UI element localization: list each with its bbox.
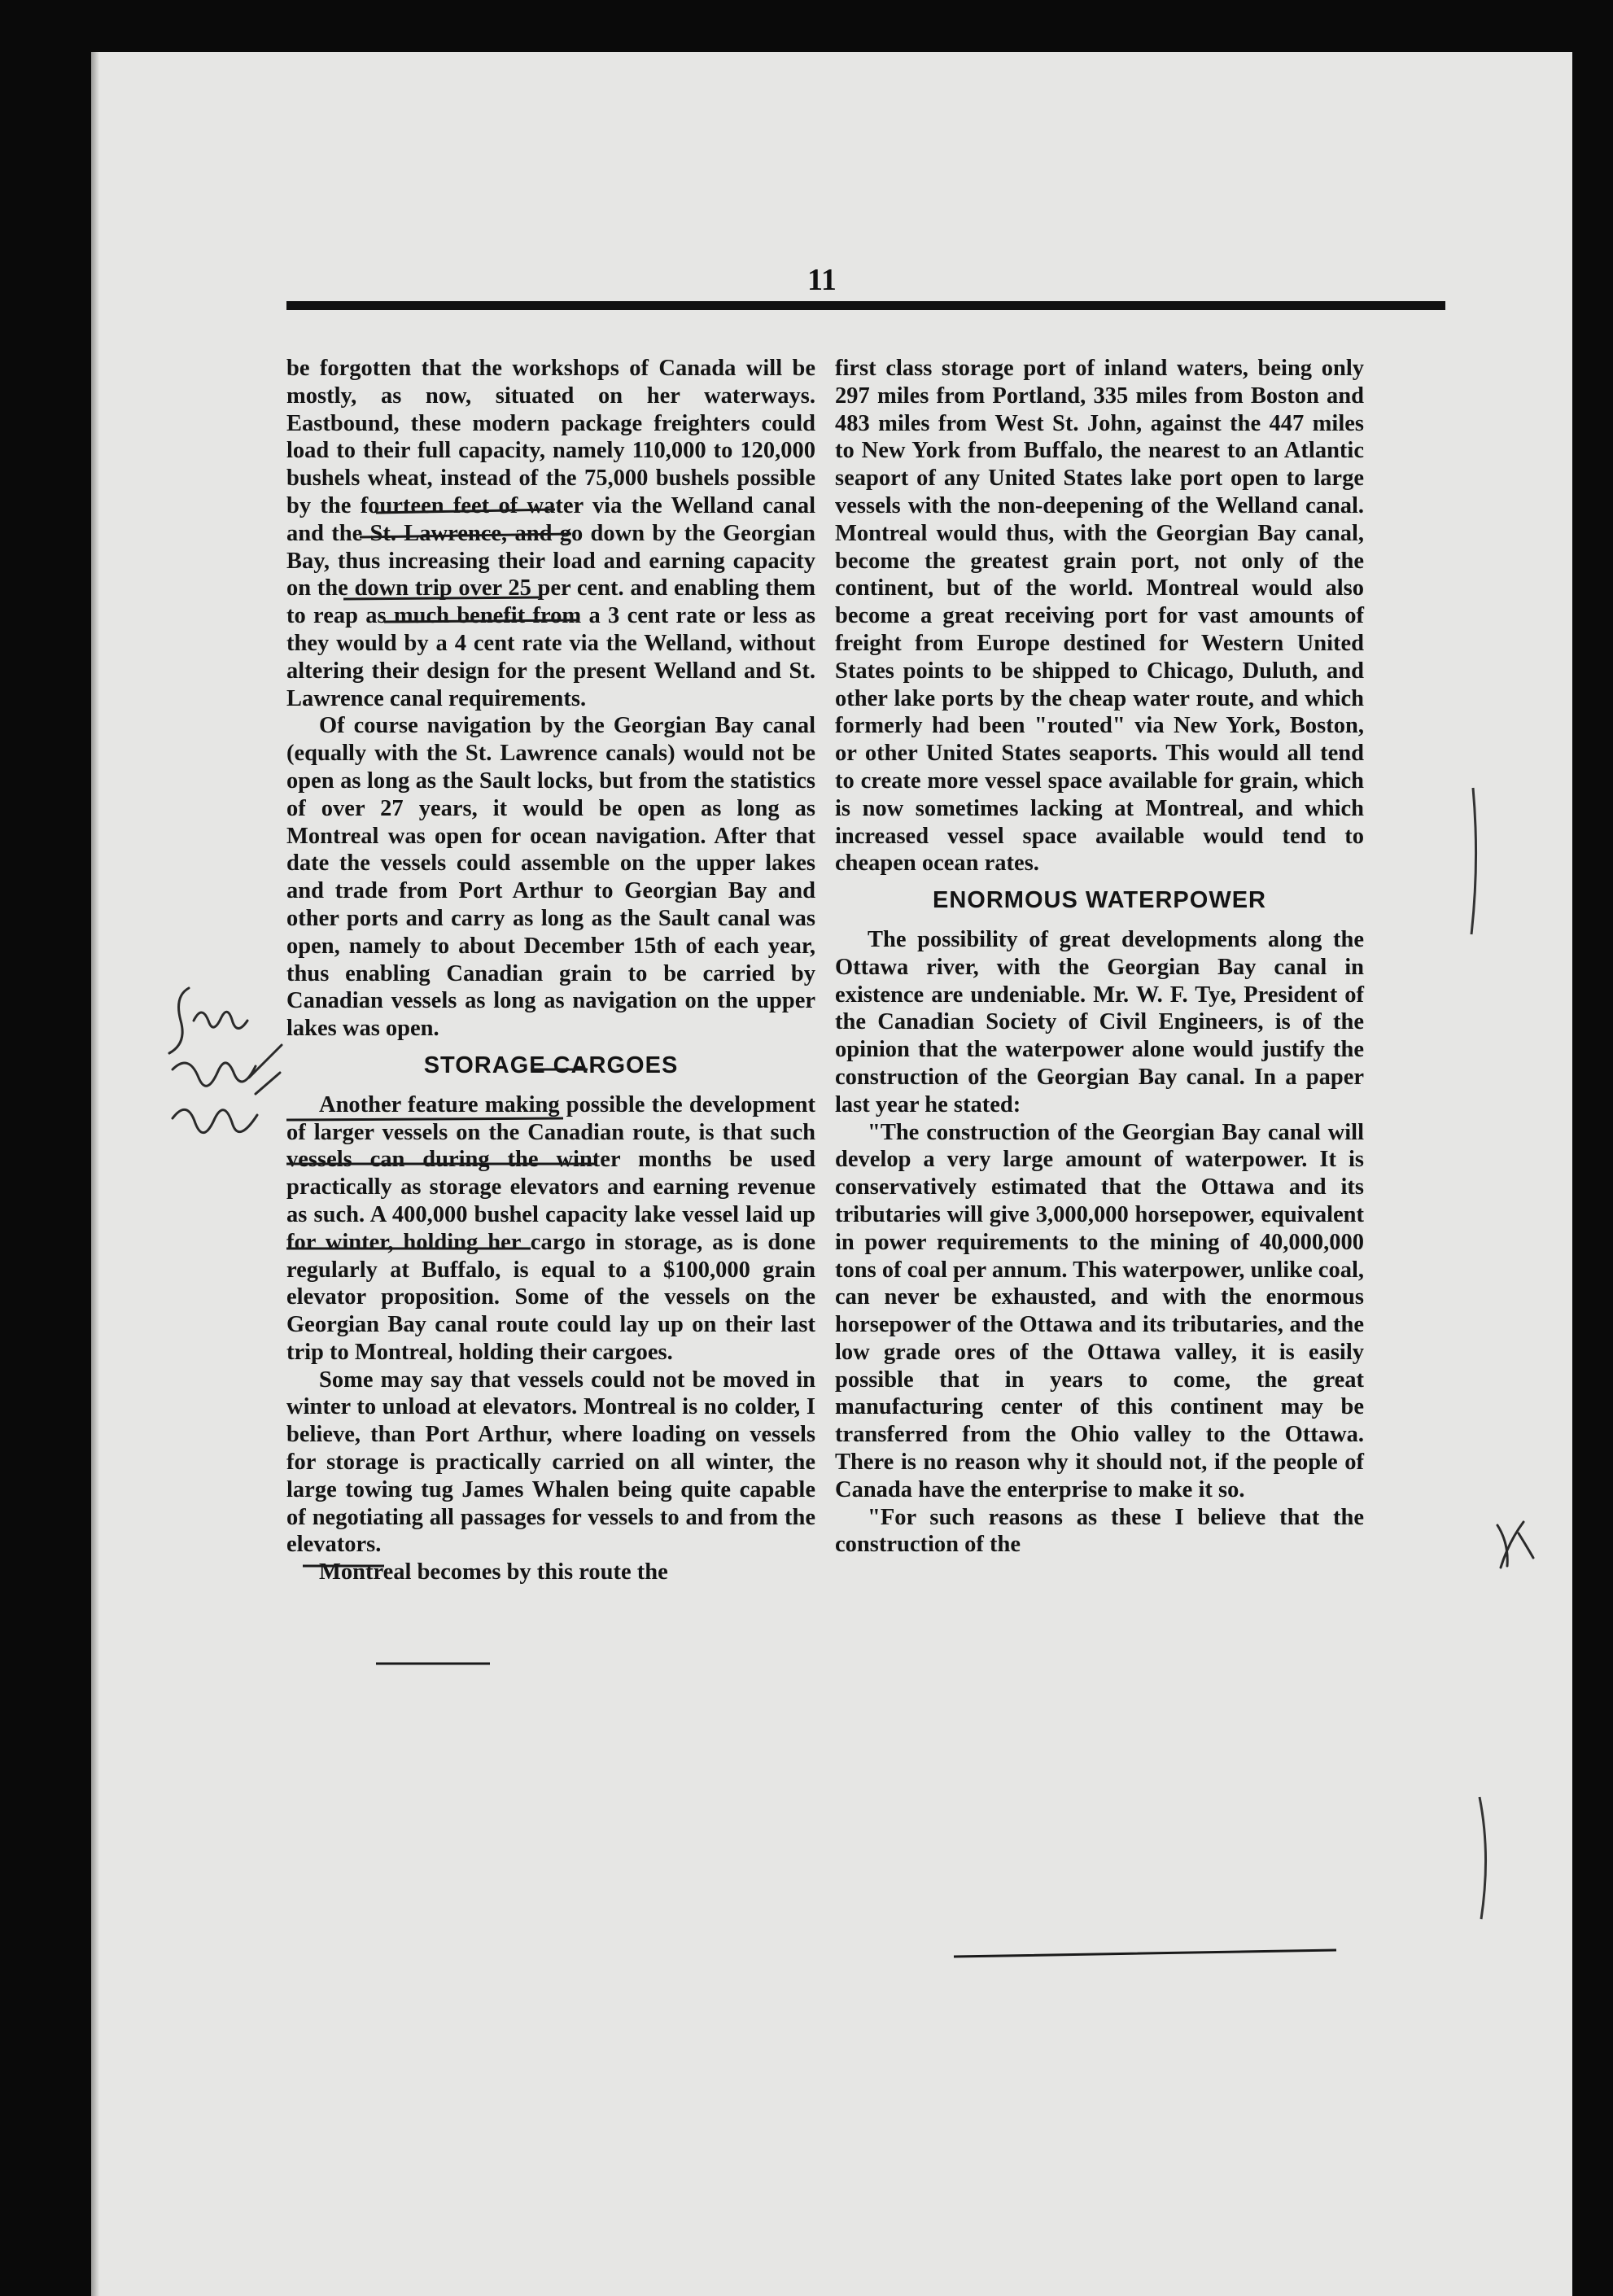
left-paragraph-3: Another feature making possible the development of larger vessels on the Canadian route, is that such vessels can during the winter months be used practically as storage elevators and earning revenue as such. A 400,000 bushel capacity lake vessel laid up for winter, holding her cargo in storage, as is done regularly at Buffalo, is equal to a $100,000 grain elevator proposition. Some of the vessels on the Georgian Bay canal route could lay up on their last trip to Montreal, holding their cargoes. [286,1091,815,1365]
margin-bracket-mark-lower [1475,1794,1494,1924]
left-paragraph-5: Montreal becomes by this route the [319,1559,668,1585]
left-paragraph-2: Of course navigation by the Georgian Bay canal (equally with the St. Lawrence canals) would not be open as long as the Sault locks, but from the statistics of over 27 years, it would be open as long as Montreal was open for ocean navigation. After that date the vessels could assemble on the upper lakes and trade from Port Arthur to Georgian Bay and other ports and carry as long as the Sault canal was open, namely to about December 15th of each year, thus enabling Canadian grain to be carried by Canadian vessels as long as navigation on the upper lakes was open. [286,713,815,1042]
document-page [91,52,1572,2296]
handwritten-underlines [286,508,1458,1973]
right-paragraph-1: first class storage port of inland waters, being only 297 miles from Portland, 335 miles from Boston and 483 miles from West St. John, against the 447 miles to New York from Buffalo, the nearest to an Atlantic seaport of any United States lake port open to large vessels with the non-deepening of the Welland canal. Montreal would thus, with the Georgian Bay canal, become the greatest grain port, not only of the continent, but of the world. Montreal would also become a great receiving port for vast amounts of freight from Europe destined for Western United States points to be shipped to Chicago, Duluth, and other lake ports by the cheap water route, and which formerly had been "routed" via New York, Boston, or other United States seaports. This would all tend to create more vessel space available for grain, which is now sometimes lacking at Montreal, and which increased vessel space available would tend to cheapen ocean rates. [835,356,1364,877]
right-paragraph-4: "For such reasons as these I believe that the construction of the [835,1504,1364,1558]
page-edge-shadow [91,52,99,2296]
section-heading-storage-cargoes: STORAGE CARGOES [423,1052,679,1078]
left-paragraph-4: Some may say that vessels could not be moved in winter to unload at elevators. Montreal is no colder, I believe, than Port Arthur, where loading on vessels for storage is practically carried on all winter, the large towing tug James Whalen being quite capable of negotiating all passages for vessels to and from the elevators. [286,1367,815,1558]
handwritten-x-mark [1491,1517,1540,1574]
page-number: 11 [807,263,837,297]
header-rule [286,301,1445,310]
left-paragraph-1: be forgotten that the workshops of Canada will be mostly, as now, situated on her waterways. Eastbound, these modern package freighters could load to their full capacity, namely 110,000 to 120,000 bushels wheat, instead of the 75,000 bushels possible by the fourteen feet of water via the Welland canal and the St. Lawrence, and go down by the Georgian Bay, thus increasing their load and earning capacity on the down trip over 25 per cent. and enabling them to reap as much benefit from a 3 cent rate or less as they would by a 4 cent rate via the Welland, without altering their design for the present Welland and St. Lawrence canal requirements. [286,356,815,711]
right-paragraph-2: The possibility of great developments along the Ottawa river, with the Georgian Bay canal in existence are undeniable. Mr. W. F. Tye, President of the Canadian Society of Civil Engineers, is of the opinion that the waterpower alone would justify the construction of the Georgian Bay canal. In a paper last year he stated: [835,926,1364,1117]
section-heading-enormous-waterpower: ENORMOUS WATERPOWER [933,887,1266,914]
margin-bracket-mark-upper [1467,785,1483,939]
right-paragraph-3: "The construction of the Georgian Bay canal will develop a very large amount of waterpower. It is conservatively estimated that the Ottawa and its tributaries will give 3,000,000 horsepower, equivalent in power requirements to the mining of 40,000,000 tons of coal per annum. This waterpower, unlike coal, can never be exhausted, and with the enormous horsepower of the Ottawa and its tributaries, and the low grade ores of the Ottawa valley, it is easily possible that in years to come, the great manufacturing center of this continent may be transferred from the Ohio valley to the Ottawa. There is no reason why it should not, if the people of Canada have the enterprise to make it so. [835,1119,1364,1502]
